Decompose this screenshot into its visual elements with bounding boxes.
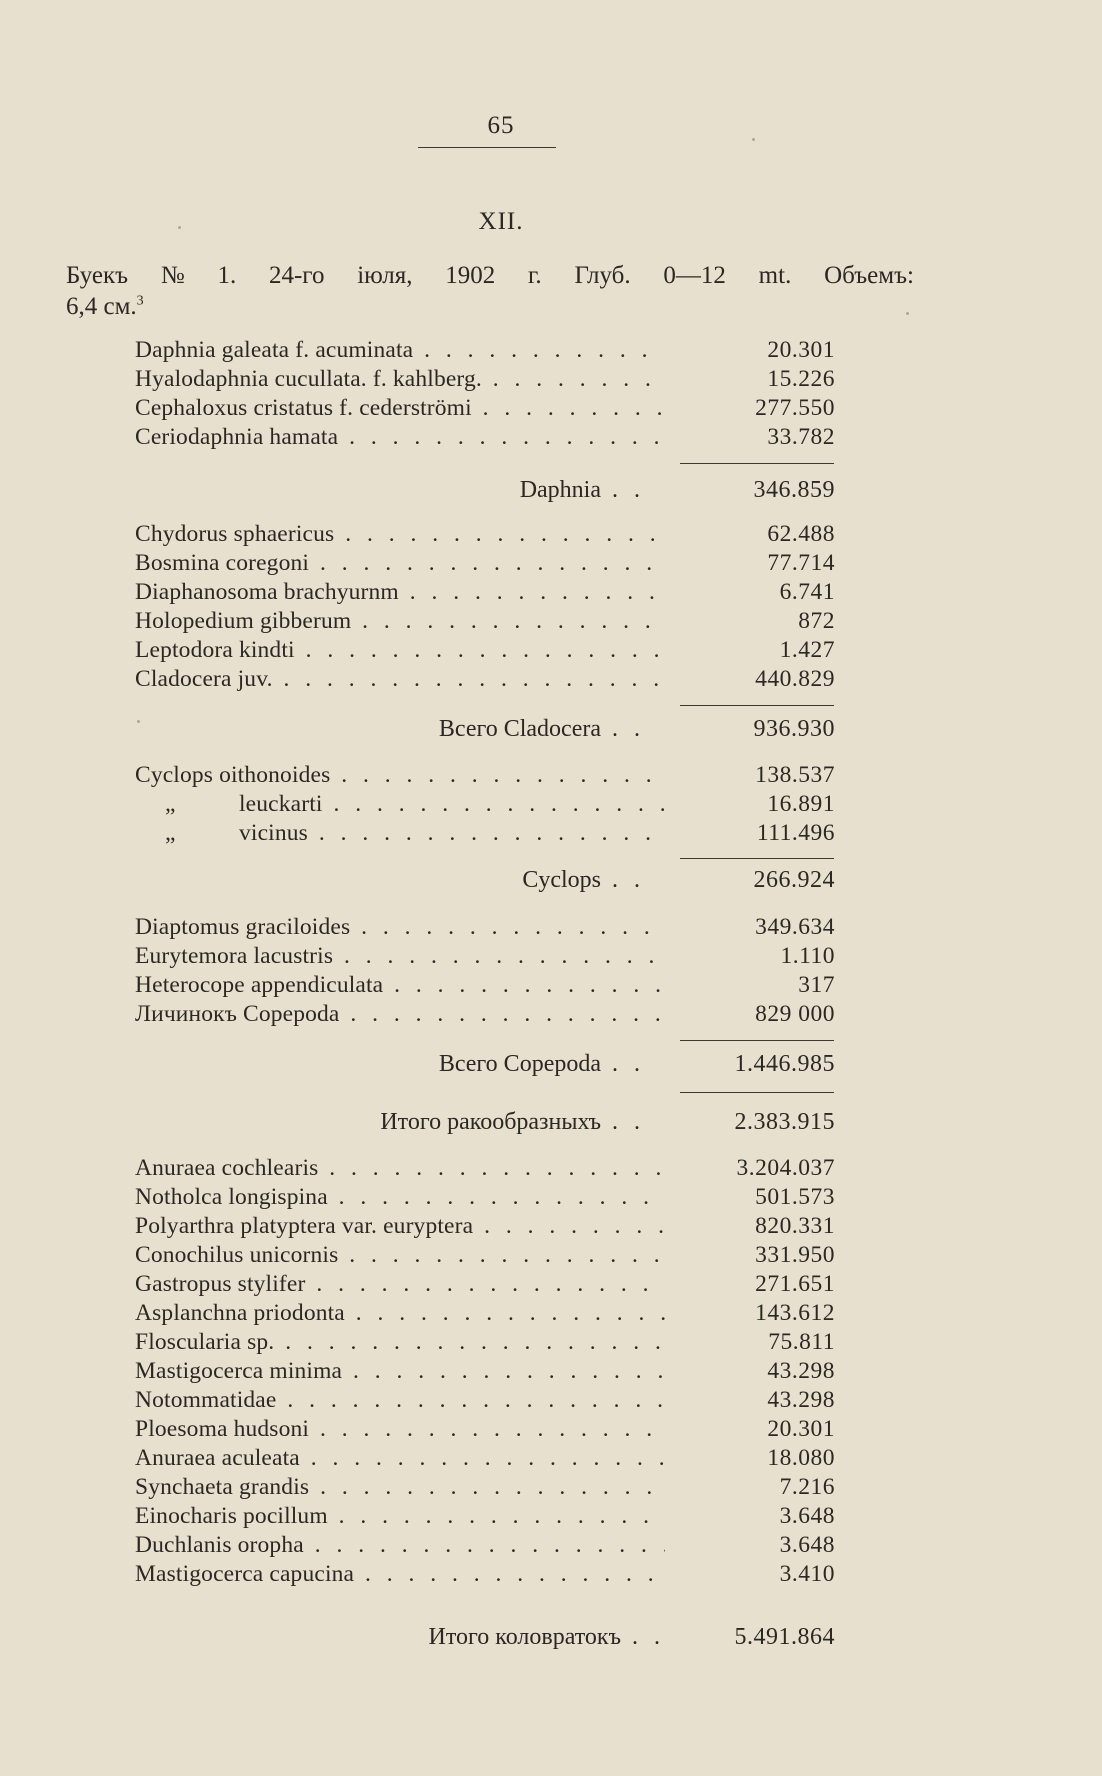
count-value: 18.080 — [767, 1445, 835, 1471]
crustacea-total-value: 2.383.915 — [734, 1109, 835, 1135]
table-row — [135, 365, 835, 394]
table-row — [135, 1502, 835, 1531]
species-name: Bosmina coregoni . . . — [135, 549, 665, 578]
species-name: Heterocope appendiculata . . . — [135, 971, 665, 1000]
species-name: Diaphanosoma brachyurnm . . . — [135, 578, 665, 607]
count-value: 440.829 — [755, 666, 835, 692]
table-row — [135, 1212, 835, 1241]
paper-speck — [752, 138, 755, 141]
table-row — [135, 971, 835, 1000]
table-row — [135, 1183, 835, 1212]
species-name: Anuraea cochlearis . . . — [135, 1154, 665, 1183]
species-name: leuckarti . . . — [239, 790, 665, 819]
subtotal-rule — [680, 1092, 834, 1093]
table-row — [135, 819, 835, 848]
count-value: 62.488 — [767, 521, 835, 547]
table-row — [135, 1357, 835, 1386]
table-row — [135, 423, 835, 452]
count-value: 33.782 — [767, 424, 835, 450]
table-row — [135, 1270, 835, 1299]
table-row — [135, 1560, 835, 1589]
paper-speck — [178, 226, 181, 229]
species-name: Cyclops oithonoides . . . — [135, 761, 665, 790]
page-number-rule — [418, 147, 556, 148]
rotifers-total-row — [135, 1622, 835, 1652]
species-name: Anuraea aculeata . . . — [135, 1444, 665, 1473]
count-value: 3.410 — [779, 1561, 835, 1587]
table-row — [135, 913, 835, 942]
table-row — [135, 1154, 835, 1183]
count-value: 317 — [798, 972, 835, 998]
paper-speck — [137, 720, 140, 723]
count-value: 43.298 — [767, 1358, 835, 1384]
subtotal-value: 1.446.985 — [734, 1051, 835, 1077]
page-number: 65 — [487, 112, 515, 139]
table-row — [135, 1328, 835, 1357]
heading-word: іюля, — [357, 262, 413, 289]
species-name: Floscularia sp. . . . — [135, 1328, 665, 1357]
subtotal-row — [135, 475, 835, 505]
heading-word: 0—12 — [663, 262, 726, 289]
species-name: Gastropus stylifer . . . — [135, 1270, 665, 1299]
count-value: 138.537 — [755, 762, 835, 788]
species-name: Cladocera juv. . . . — [135, 665, 665, 694]
rotifers-total-label: Итого коловратокъ . . — [429, 1622, 665, 1652]
count-value: 1.427 — [779, 637, 835, 663]
count-value: 15.226 — [767, 366, 835, 392]
subtotal-value: 936.930 — [753, 716, 835, 742]
count-value: 829 000 — [755, 1001, 835, 1027]
subtotal-rule — [680, 463, 834, 464]
table-row — [135, 1000, 835, 1029]
subtotal-value: 346.859 — [753, 477, 835, 503]
species-name: Leptodora kindti . . . — [135, 636, 665, 665]
heading-word: 24-го — [268, 262, 325, 289]
count-value: 3.648 — [779, 1532, 835, 1558]
count-value: 16.891 — [767, 791, 835, 817]
crustacea-total-label: Итого ракообразныхъ . . — [380, 1107, 645, 1137]
count-value: 143.612 — [755, 1300, 835, 1326]
subtotal-label: Cyclops . . — [522, 865, 645, 895]
heading-word: Объемъ: — [824, 262, 914, 289]
station-heading-volume — [66, 291, 914, 322]
table-row — [135, 942, 835, 971]
count-value: 872 — [798, 608, 835, 634]
species-name: Polyarthra platyptera var. euryptera . . . — [135, 1212, 665, 1241]
species-name: Synchaeta grandis . . . — [135, 1473, 665, 1502]
crustacea-total-row — [135, 1107, 835, 1137]
species-name: Einocharis pocillum . . . — [135, 1502, 665, 1531]
count-value: 1.110 — [780, 943, 835, 969]
table-row — [135, 1444, 835, 1473]
table-row — [135, 549, 835, 578]
subtotal-value: 266.924 — [753, 867, 835, 893]
count-value: 7.216 — [779, 1474, 835, 1500]
table-row — [135, 665, 835, 694]
table-row — [135, 607, 835, 636]
table-row — [135, 394, 835, 423]
count-value: 331.950 — [755, 1242, 835, 1268]
species-name: Asplanchna priodonta . . . — [135, 1299, 665, 1328]
subtotal-label: Всего Cladocera . . — [439, 714, 645, 744]
count-value: 6.741 — [779, 579, 835, 605]
volume-exponent: 3 — [136, 293, 144, 309]
table-row — [135, 1415, 835, 1444]
station-heading — [66, 260, 914, 291]
table-row — [135, 1386, 835, 1415]
count-value: 820.331 — [755, 1213, 835, 1239]
species-name: Hyalodaphnia cucullata. f. kahlberg. . . . — [135, 365, 665, 394]
species-name: Diaptomus graciloides . . . — [135, 913, 665, 942]
species-name: Ploesoma hudsoni . . . — [135, 1415, 665, 1444]
table-row — [135, 336, 835, 365]
table-row — [135, 1299, 835, 1328]
species-name: Duchlanis oropha . . . — [135, 1531, 665, 1560]
count-value: 20.301 — [767, 337, 835, 363]
species-name: Личинокъ Copepoda . . . — [135, 1000, 665, 1029]
table-row — [135, 1473, 835, 1502]
count-value: 43.298 — [767, 1387, 835, 1413]
subtotal-rule — [680, 1040, 834, 1041]
table-row — [135, 790, 835, 819]
ditto-mark: „ — [165, 820, 176, 846]
count-value: 3.648 — [779, 1503, 835, 1529]
paper-speck — [906, 312, 909, 315]
count-value: 111.496 — [756, 820, 835, 846]
heading-word: № — [160, 262, 185, 289]
heading-word: г. — [527, 262, 542, 289]
species-name: Conochilus unicornis . . . — [135, 1241, 665, 1270]
species-name: Holopedium gibberum . . . — [135, 607, 665, 636]
count-value: 501.573 — [755, 1184, 835, 1210]
section-title: XII. — [478, 208, 524, 235]
table-row — [135, 1531, 835, 1560]
heading-word: mt. — [758, 262, 792, 289]
subtotal-row — [135, 865, 835, 895]
species-name: Mastigocerca capucina . . . — [135, 1560, 665, 1589]
count-value: 20.301 — [767, 1416, 835, 1442]
species-name: Notholca longispina . . . — [135, 1183, 665, 1212]
table-row — [135, 636, 835, 665]
rotifers-total-value: 5.491.864 — [734, 1624, 835, 1650]
subtotal-label: Daphnia . . — [520, 475, 645, 505]
count-value: 277.550 — [755, 395, 835, 421]
subtotal-rule — [680, 705, 834, 706]
subtotal-row — [135, 1049, 835, 1079]
ditto-mark: „ — [165, 791, 176, 817]
heading-word: 1. — [217, 262, 237, 289]
species-name: Ceriodaphnia hamata . . . — [135, 423, 665, 452]
heading-word: Глуб. — [574, 262, 631, 289]
species-name: Mastigocerca minima . . . — [135, 1357, 665, 1386]
species-name: vicinus . . . — [239, 819, 665, 848]
count-value: 271.651 — [755, 1271, 835, 1297]
heading-word: 1902 — [445, 262, 496, 289]
table-row — [135, 578, 835, 607]
subtotal-row — [135, 714, 835, 744]
heading-word: Буекъ — [66, 262, 129, 289]
table-row — [135, 761, 835, 790]
volume-text: 6,4 см. — [66, 293, 137, 320]
table-row — [135, 520, 835, 549]
species-name: Cephaloxus cristatus f. cederströmi . . . — [135, 394, 665, 423]
table-row — [135, 1241, 835, 1270]
subtotal-label: Всего Copepoda . . — [439, 1049, 645, 1079]
subtotal-rule — [680, 858, 834, 859]
species-name: Chydorus sphaericus . . . — [135, 520, 665, 549]
count-value: 75.811 — [768, 1329, 835, 1355]
species-name: Eurytemora lacustris . . . — [135, 942, 665, 971]
species-name: Daphnia galeata f. acuminata . . . — [135, 336, 665, 365]
count-value: 3.204.037 — [736, 1155, 835, 1181]
species-name: Notommatidae . . . — [135, 1386, 665, 1415]
count-value: 77.714 — [767, 550, 835, 576]
count-value: 349.634 — [755, 914, 835, 940]
